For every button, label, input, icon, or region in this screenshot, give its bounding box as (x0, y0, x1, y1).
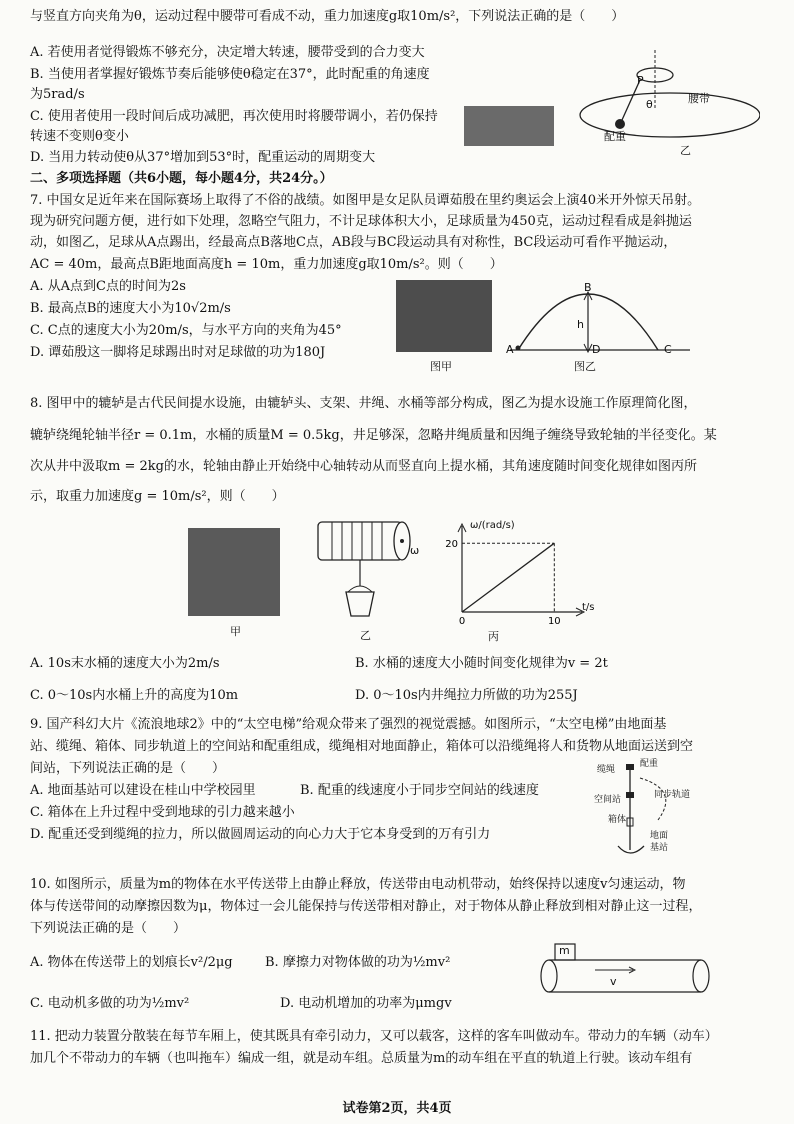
q6-option-d: D. 当用力转动使θ从37°增加到53°时，配重运动的周期变大 (30, 150, 376, 165)
q8-line-2: 辘轳绕绳轮轴半径r = 0.1m，水桶的质量M = 0.5kg，井足够深，忽略井绳质量和因绳子缠绕导致轮轴的半径变化。某 (30, 428, 717, 443)
page-footer: 试卷第2页，共4页 (342, 1101, 452, 1116)
q9-label-base-2: 基站 (650, 843, 669, 853)
q11-line-1: 11. 把动力装置分散装在每节车厢上，使其既具有牵引动力，又可以载客，这样的客车叫做动车。带动力的车辆（动车） (30, 1029, 718, 1044)
q6-belt-diagram (560, 50, 760, 160)
section-2-heading: 二、多项选择题（共6小题，每小题4分，共24分。） (30, 171, 333, 186)
q6-option-c: C. 使用者使用一段时间后成功减肥，再次使用时将腰带调小，若仍保持 (30, 109, 438, 124)
q8-label-omega: ω (410, 544, 420, 557)
q8-option-b: B. 水桶的速度大小随时间变化规律为v = 2t (355, 656, 608, 671)
q7-point-c: C (664, 343, 672, 356)
q9-option-b: B. 配重的线速度小于同步空间站的线速度 (300, 783, 539, 798)
q7-option-d: D. 谭茹殷这一脚将足球踢出时对足球做的功为180J (30, 345, 326, 360)
chart-ylabel: ω/(rad/s) (470, 520, 515, 531)
q7-point-a: A (506, 343, 514, 356)
q8-option-d: D. 0～10s内井绳拉力所做的功为255J (355, 688, 578, 703)
q6-label-weight: 配重 (604, 130, 626, 143)
q7-line-2: 现为研究问题方便，进行如下处理，忽略空气阻力，不计足球体积大小，足球质量为450克，运动过程看成是斜抛运 (30, 214, 692, 229)
q10-line-2: 体与传送带间的动摩擦因数为μ，物体过一会儿能保持与传送带相对静止，对于物体从静止释放到相对静止这一过程， (30, 899, 702, 914)
q9-option-a: A. 地面基站可以建设在桂山中学校园里 (30, 783, 256, 798)
q7-line-3: 动，如图乙，足球从A点踢出，经最高点B落地C点，AB段与BC段运动具有对称性，BC段运动可看作平抛运动， (30, 235, 677, 250)
q7-option-c: C. C点的速度大小为20m/s，与水平方向的夹角为45° (30, 323, 342, 338)
q7-photo-jia (396, 280, 492, 352)
q8-line-1: 8. 图甲中的辘轳是古代民间提水设施，由辘轳头、支架、井绳、水桶等部分构成，图乙为提水设施工作原理简化图， (30, 396, 697, 411)
omega-time-chart (440, 520, 590, 626)
q6-option-c-cont: 转速不变则θ变小 (30, 129, 129, 144)
q10-label-v: v (610, 975, 617, 988)
origin-label: 0 (458, 616, 466, 626)
q10-option-c: C. 电动机多做的功为½mv² (30, 996, 190, 1011)
q6-label-theta: θ (646, 98, 653, 111)
y-tick-label: 20 (445, 539, 458, 551)
q9-label-sync-orbit: 同步轨道 (654, 790, 691, 800)
series-line (462, 543, 554, 612)
q6-stem-tail: 与竖直方向夹角为θ，运动过程中腰带可看成不动，重力加速度g取10m/s²，下列说法正确的是（ ） (30, 9, 625, 24)
q9-label-box: 箱体 (608, 815, 627, 825)
q6-photo (464, 106, 554, 146)
q7-option-b: B. 最高点B的速度大小为10√2m/s (30, 301, 231, 316)
q6-option-a: A. 若使用者觉得锻炼不够充分，决定增大转速，腰带受到的合力变大 (30, 45, 425, 60)
q7-label-h: h (577, 318, 584, 331)
q8-windlass-diagram (312, 516, 422, 626)
q8-option-c: C. 0～10s内水桶上升的高度为10m (30, 688, 239, 703)
q8-photo-jia (188, 528, 280, 616)
q7-line-4: AC = 40m，最高点B距地面高度h = 10m，重力加速度g取10m/s²。则（ ） (30, 257, 503, 272)
q9-option-c: C. 箱体在上升过程中受到地球的引力越来越小 (30, 805, 295, 820)
q10-option-d: D. 电动机增加的功率为μmgv (280, 996, 452, 1011)
q6-option-b-cont: 为5rad/s (30, 87, 85, 102)
q8-label-bing: 丙 (488, 630, 499, 643)
q11-line-2: 加几个不带动力的车辆（也叫拖车）编成一组，就是动车组。总质量为m的动车组在平直的轨道上行驶。该动车组有 (30, 1051, 693, 1066)
q8-line-3: 次从井中汲取m = 2kg的水，轮轴由静止开始绕中心轴转动从而竖直向上提水桶，其角速度随时间变化规律如图丙所 (30, 459, 697, 474)
q9-option-d: D. 配重还受到缆绳的拉力，所以做圆周运动的向心力大于它本身受到的万有引力 (30, 827, 491, 842)
q9-line-1: 9. 国产科幻大片《流浪地球2》中的“太空电梯”给观众带来了强烈的视觉震撼。如图所示，“太空电梯”由地面基 (30, 717, 667, 732)
q7-point-d: D (592, 343, 601, 356)
q10-option-a: A. 物体在传送带上的划痕长v²/2μg (30, 955, 233, 970)
q6-label-yi: 乙 (680, 144, 691, 157)
q10-option-b: B. 摩擦力对物体做的功为½mv² (265, 955, 451, 970)
q9-line-2: 站、缆绳、箱体、同步轨道上的空间站和配重组成，缆绳相对地面静止，箱体可以沿缆绳将人和货物从地面运送到空 (30, 739, 694, 754)
q6-label-p: P (637, 74, 644, 87)
q9-line-3: 间站，下列说法正确的是（ ） (30, 761, 226, 776)
x-tick-label: 10 (547, 616, 561, 626)
q7-label-yi: 图乙 (574, 360, 596, 373)
q9-label-cable: 缆绳 (597, 765, 616, 775)
q6-option-b: B. 当使用者掌握好锻炼节奏后能够使θ稳定在37°，此时配重的角速度 (30, 67, 430, 82)
q7-point-b: B (584, 281, 592, 294)
q10-line-1: 10. 如图所示，质量为m的物体在水平传送带上由静止释放，传送带由电动机带动，始终保持以速度v匀速运动，物 (30, 877, 686, 892)
q9-label-station: 空间站 (594, 795, 622, 805)
q9-label-weight: 配重 (640, 759, 659, 769)
q7-option-a: A. 从A点到C点的时间为2s (30, 279, 186, 294)
q7-line-1: 7. 中国女足近年来在国际赛场上取得了不俗的战绩。如图甲是女足队员谭茹殷在里约奥运会上演40米开外惊天吊射。 (30, 193, 701, 208)
q8-label-yi: 乙 (360, 629, 371, 642)
q8-line-4: 示，取重力加速度g = 10m/s²，则（ ） (30, 489, 285, 504)
q8-label-jia: 甲 (230, 625, 241, 638)
q10-line-3: 下列说法正确的是（ ） (30, 921, 187, 936)
q6-label-belt: 腰带 (688, 92, 710, 105)
q8-option-a: A. 10s末水桶的速度大小为2m/s (30, 656, 220, 671)
q7-label-jia: 图甲 (430, 360, 452, 373)
q10-label-m: m (559, 944, 570, 957)
q9-label-base-1: 地面 (650, 831, 669, 841)
chart-xlabel: t/s (582, 602, 595, 613)
